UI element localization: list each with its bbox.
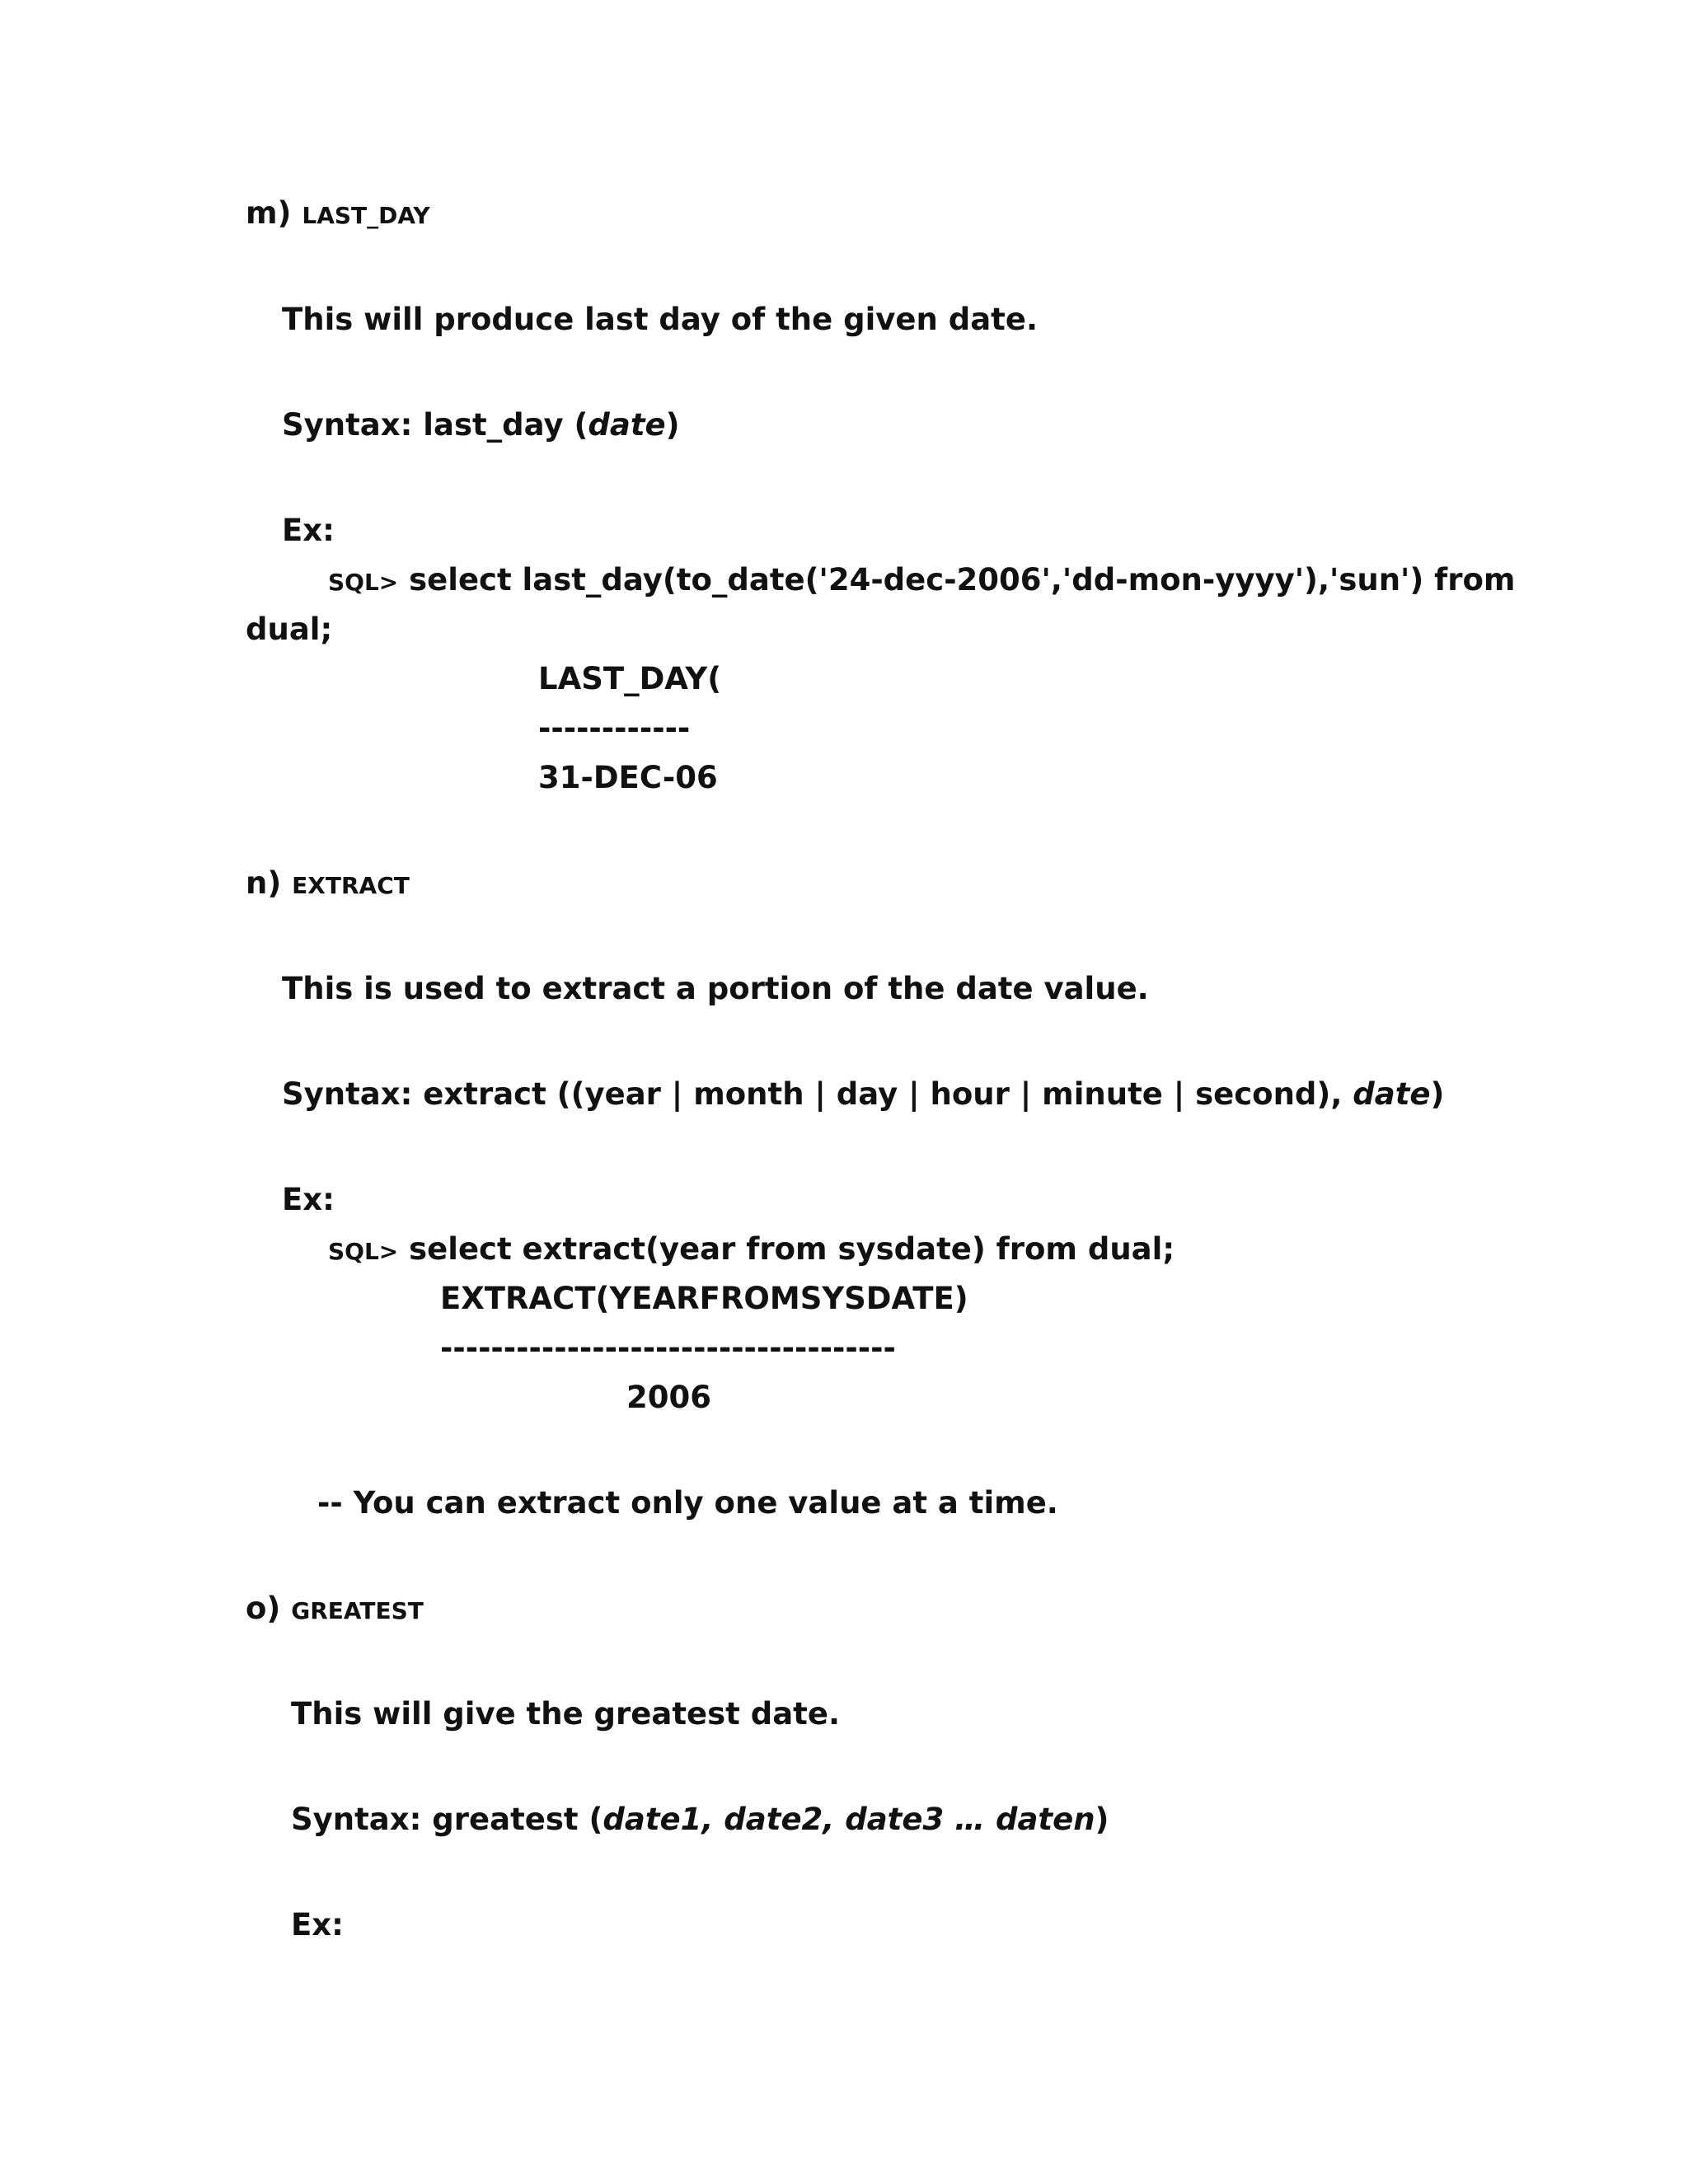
section-n-note: -- You can extract only one value at a time. <box>317 1485 1058 1521</box>
section-m-sql-continued: dual; <box>246 612 333 647</box>
section-n-title: EXTRACT <box>292 872 410 899</box>
section-o-description: This will give the greatest date. <box>291 1696 840 1732</box>
syntax-arg: date1, date2, date3 … daten <box>603 1802 1095 1837</box>
sql-prompt: SQL> <box>328 1238 399 1265</box>
section-n-output-value: 2006 <box>626 1380 711 1415</box>
section-m-title: LAST_DAY <box>302 202 430 229</box>
syntax-arg: date <box>588 407 666 443</box>
section-m-heading <box>246 195 430 234</box>
syntax-prefix: Syntax: greatest ( <box>291 1802 603 1837</box>
syntax-arg: date <box>1353 1076 1431 1112</box>
section-m-output-value: 31-DEC-06 <box>538 760 718 795</box>
section-m-syntax <box>282 407 680 443</box>
section-n-ex-label: Ex: <box>282 1182 335 1217</box>
syntax-suffix: ) <box>1095 1802 1109 1837</box>
syntax-suffix: ) <box>1430 1076 1445 1112</box>
sql-query: select extract(year from sysdate) from dual; <box>398 1231 1175 1267</box>
section-o-syntax <box>291 1802 1109 1838</box>
section-o-heading <box>246 1591 424 1629</box>
section-o-title: GREATEST <box>291 1597 424 1624</box>
section-m-output-header: LAST_DAY( <box>538 661 722 696</box>
section-n-output-header: EXTRACT(YEARFROMSYSDATE) <box>440 1281 968 1316</box>
section-o-marker: o) <box>246 1591 281 1626</box>
section-n-description: This is used to extract a portion of the date value. <box>282 971 1149 1006</box>
section-m-output-rule: ------------ <box>538 710 691 746</box>
syntax-suffix: ) <box>665 407 680 443</box>
syntax-prefix: Syntax: extract ((year | month | day | hour | minute | second), <box>282 1076 1353 1112</box>
section-m-sql <box>328 562 1515 601</box>
section-m-marker: m) <box>246 195 292 231</box>
section-n-output-rule: ------------------------------------ <box>440 1330 896 1366</box>
section-n-heading <box>246 865 410 904</box>
sql-query: select last_day(to_date('24-dec-2006','dd-mon-yyyy'),'sun') from <box>398 562 1516 598</box>
section-m-ex-label: Ex: <box>282 513 335 548</box>
sql-prompt: SQL> <box>328 569 399 596</box>
section-n-syntax <box>282 1076 1444 1113</box>
section-m-description: This will produce last day of the given date. <box>282 302 1039 337</box>
section-n-sql <box>328 1231 1175 1270</box>
section-o-ex-label: Ex: <box>291 1907 344 1943</box>
section-n-marker: n) <box>246 865 282 901</box>
syntax-prefix: Syntax: last_day ( <box>282 407 588 443</box>
